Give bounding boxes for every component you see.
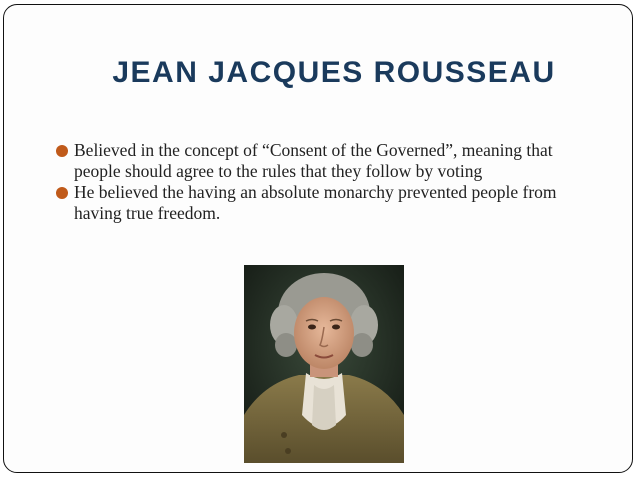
bullet-item [50,182,570,224]
slide-title: JEAN JACQUES ROUSSEAU [112,56,556,89]
bullet-list [50,140,570,224]
bullet-dot-icon [56,145,68,157]
bullet-item [50,140,570,182]
bullet-text: Believed in the concept of “Consent of the Governed”, meaning that people should agree to the rules that they follow by voting [74,140,553,181]
portrait-image [244,265,404,463]
bullet-dot-icon [56,187,68,199]
bullet-text: He believed the having an absolute monarchy prevented people from having true freedom. [74,182,557,223]
